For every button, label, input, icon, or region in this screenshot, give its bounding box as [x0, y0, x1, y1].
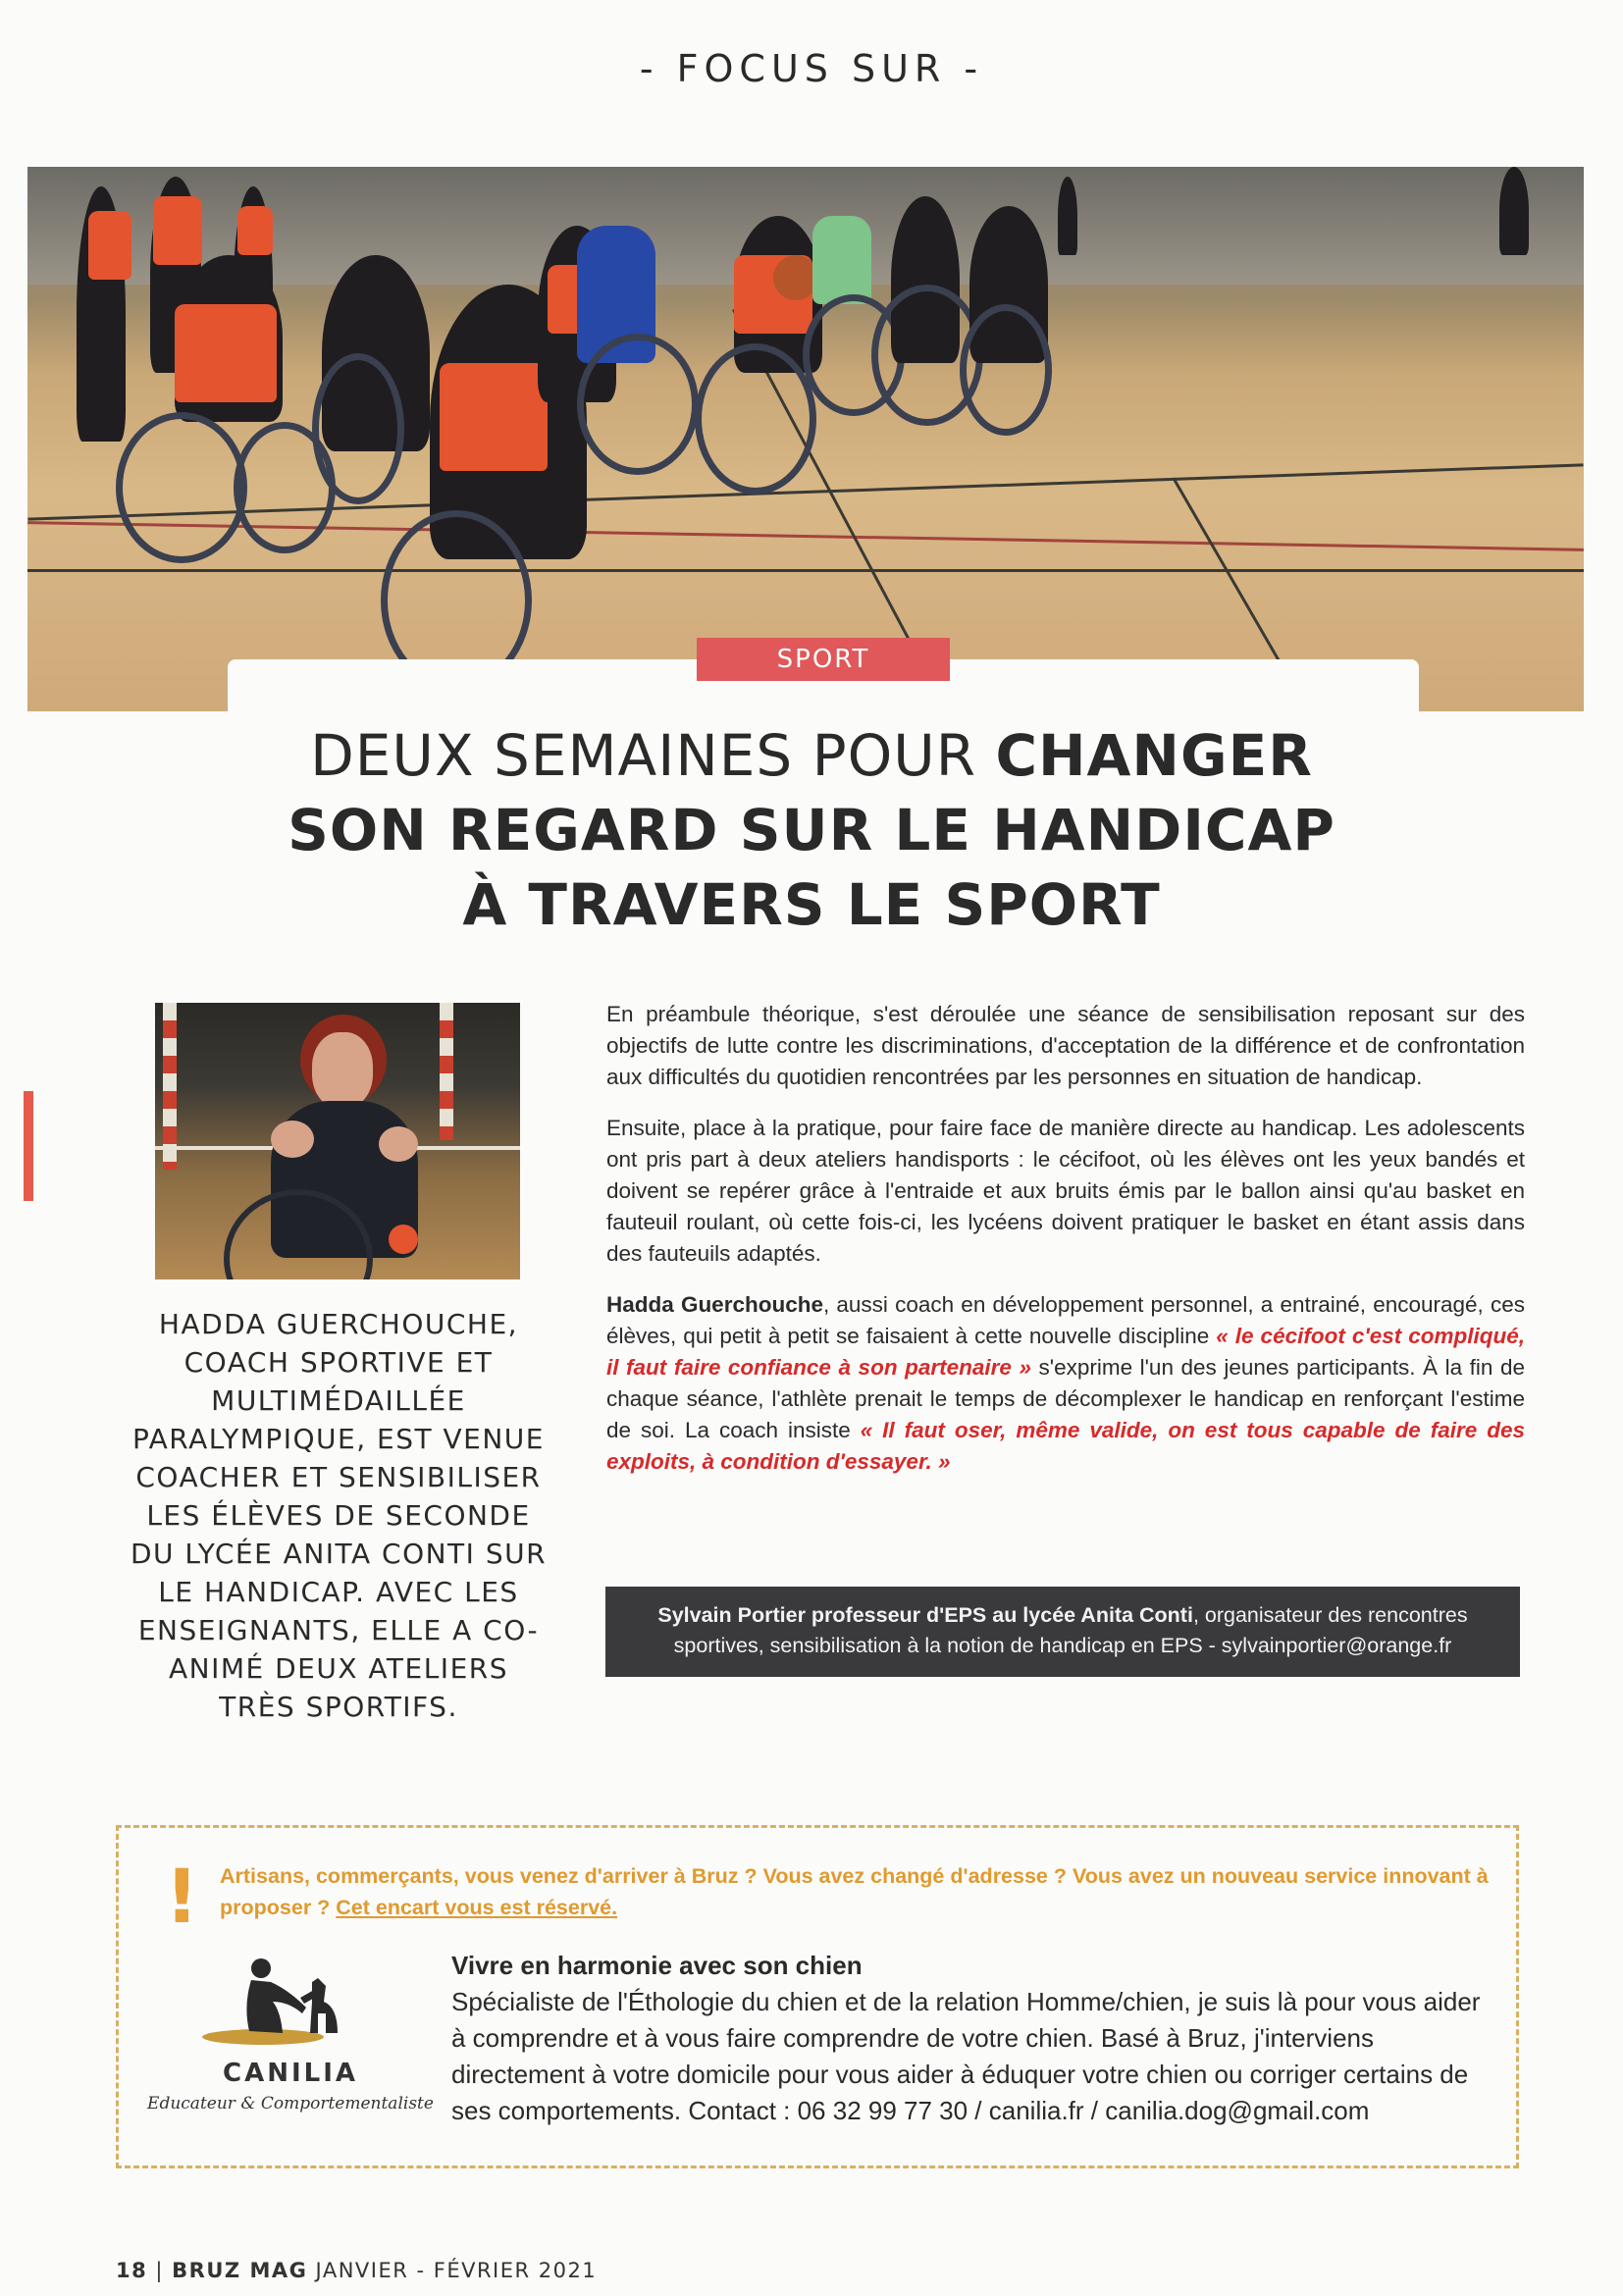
- hero-photo: [27, 167, 1584, 711]
- headline-line1-light: DEUX SEMAINES POUR: [310, 722, 996, 789]
- contact-box: [605, 1587, 1520, 1677]
- article-body: [606, 999, 1525, 1497]
- brand-name: CANILIA: [223, 2059, 358, 2088]
- photo-caption: HADDA GUERCHOUCHE, COACH SPORTIVE ET MULTIMÉDAILLÉE PARALYMPIQUE, EST VENUE COACHER ET SENSIBILISER LES ÉLÈVES DE SECONDE DU LYCÉE ANITA CONTI SUR LE HANDICAP. AVEC LES ENSEIGNANTS, ELLE A CO-ANIMÉ DEUX ATELIERS TRÈS SPORTIFS.: [130, 1308, 548, 1723]
- page-number: 18: [116, 2259, 148, 2282]
- headline-line3: À TRAVERS LE SPORT: [462, 871, 1161, 938]
- issue-date: JANVIER - FÉVRIER 2021: [307, 2259, 598, 2282]
- section-header: - FOCUS SUR -: [639, 47, 984, 90]
- ad-reserved-link: Cet encart vous est réservé.: [336, 1896, 618, 1919]
- brand-subtitle: Educateur & Comportementaliste: [147, 2094, 434, 2113]
- article-headline: [147, 718, 1476, 942]
- quote-coach: « Il faut oser, même valide, on est tous capable de faire des exploits, à condition d'essayer. »: [606, 1418, 1525, 1474]
- ad-title: Vivre en harmonie avec son chien: [451, 1951, 863, 1980]
- contact-text: , organisateur des rencontres sportives, sensibilisation à la notion de handicap en EPS - sylvainportier@orange.fr: [673, 1603, 1468, 1657]
- headline-line1-bold: CHANGER: [995, 722, 1313, 789]
- person-name: Hadda Guerchouche: [606, 1292, 823, 1317]
- exclamation-icon: !: [165, 1852, 199, 1940]
- contact-name: Sylvain Portier professeur d'EPS au lycée Anita Conti: [657, 1603, 1193, 1627]
- quote-participant: « le cécifoot c'est compliqué, il faut faire confiance à son partenaire »: [606, 1324, 1525, 1380]
- paragraph-2: Ensuite, place à la pratique, pour faire face de manière directe au handicap. Les adolescents ont pris part à deux ateliers handisports : le cécifoot, où les élèves ont les yeux bandés et doivent se repérer grâce à l'entraide et aux bruits émis par le ballon ainsi qu'au basket en fauteuil roulant, où cette fois-ci, les lycéens doivent pratiquer le basket en étant assis dans des fauteuils adaptés.: [606, 1116, 1525, 1266]
- magazine-name: BRUZ MAG: [172, 2259, 308, 2282]
- portrait-photo: [155, 1003, 520, 1279]
- category-tag: SPORT: [697, 638, 950, 681]
- accent-bar: [24, 1091, 33, 1201]
- headline-line2: SON REGARD SUR LE HANDICAP: [288, 797, 1335, 863]
- ad-notice: Artisans, commerçants, vous venez d'arriver à Bruz ? Vous avez changé d'adresse ? Vous avez un nouveau service innovant à proposer ? Cet encart vous est réservé.: [220, 1864, 1489, 1919]
- page-footer: 18 | BRUZ MAG JANVIER - FÉVRIER 2021: [116, 2259, 598, 2282]
- paragraph-1: En préambule théorique, s'est déroulée une séance de sensibilisation reposant sur des objectifs de lutte contre les discriminations, d'acceptation de la différence et de confrontation aux difficultés du quotidien rencontrées par les personnes en situation de handicap.: [606, 1002, 1525, 1089]
- paragraph-3: Hadda Guerchouche, aussi coach en développement personnel, a entrainé, encouragé, ces élèves, qui petit à petit se faisaient à cette nouvelle discipline « le cécifoot c'est compliqué, il faut faire confiance à son partenaire » s'exprime l'un des jeunes participants. À la fin de chaque séance, l'athlète prenait le temps de décomplexer le handicap en renforçant l'estime de soi. La coach insiste « Il faut oser, même valide, on est tous capable de faire des exploits, à condition d'essayer. »: [606, 1292, 1525, 1474]
- ad-body: Spécialiste de l'Éthologie du chien et de la relation Homme/chien, je suis là pour vous aider à comprendre et à vous faire comprendre de votre chien. Basé à Bruz, j'interviens directement à votre domicile pour vous aider à éduquer votre chien ou corriger certains de ses comportements. Contact : 06 32 99 77 30 / canilia.fr / canilia.dog@gmail.com: [451, 1987, 1481, 2125]
